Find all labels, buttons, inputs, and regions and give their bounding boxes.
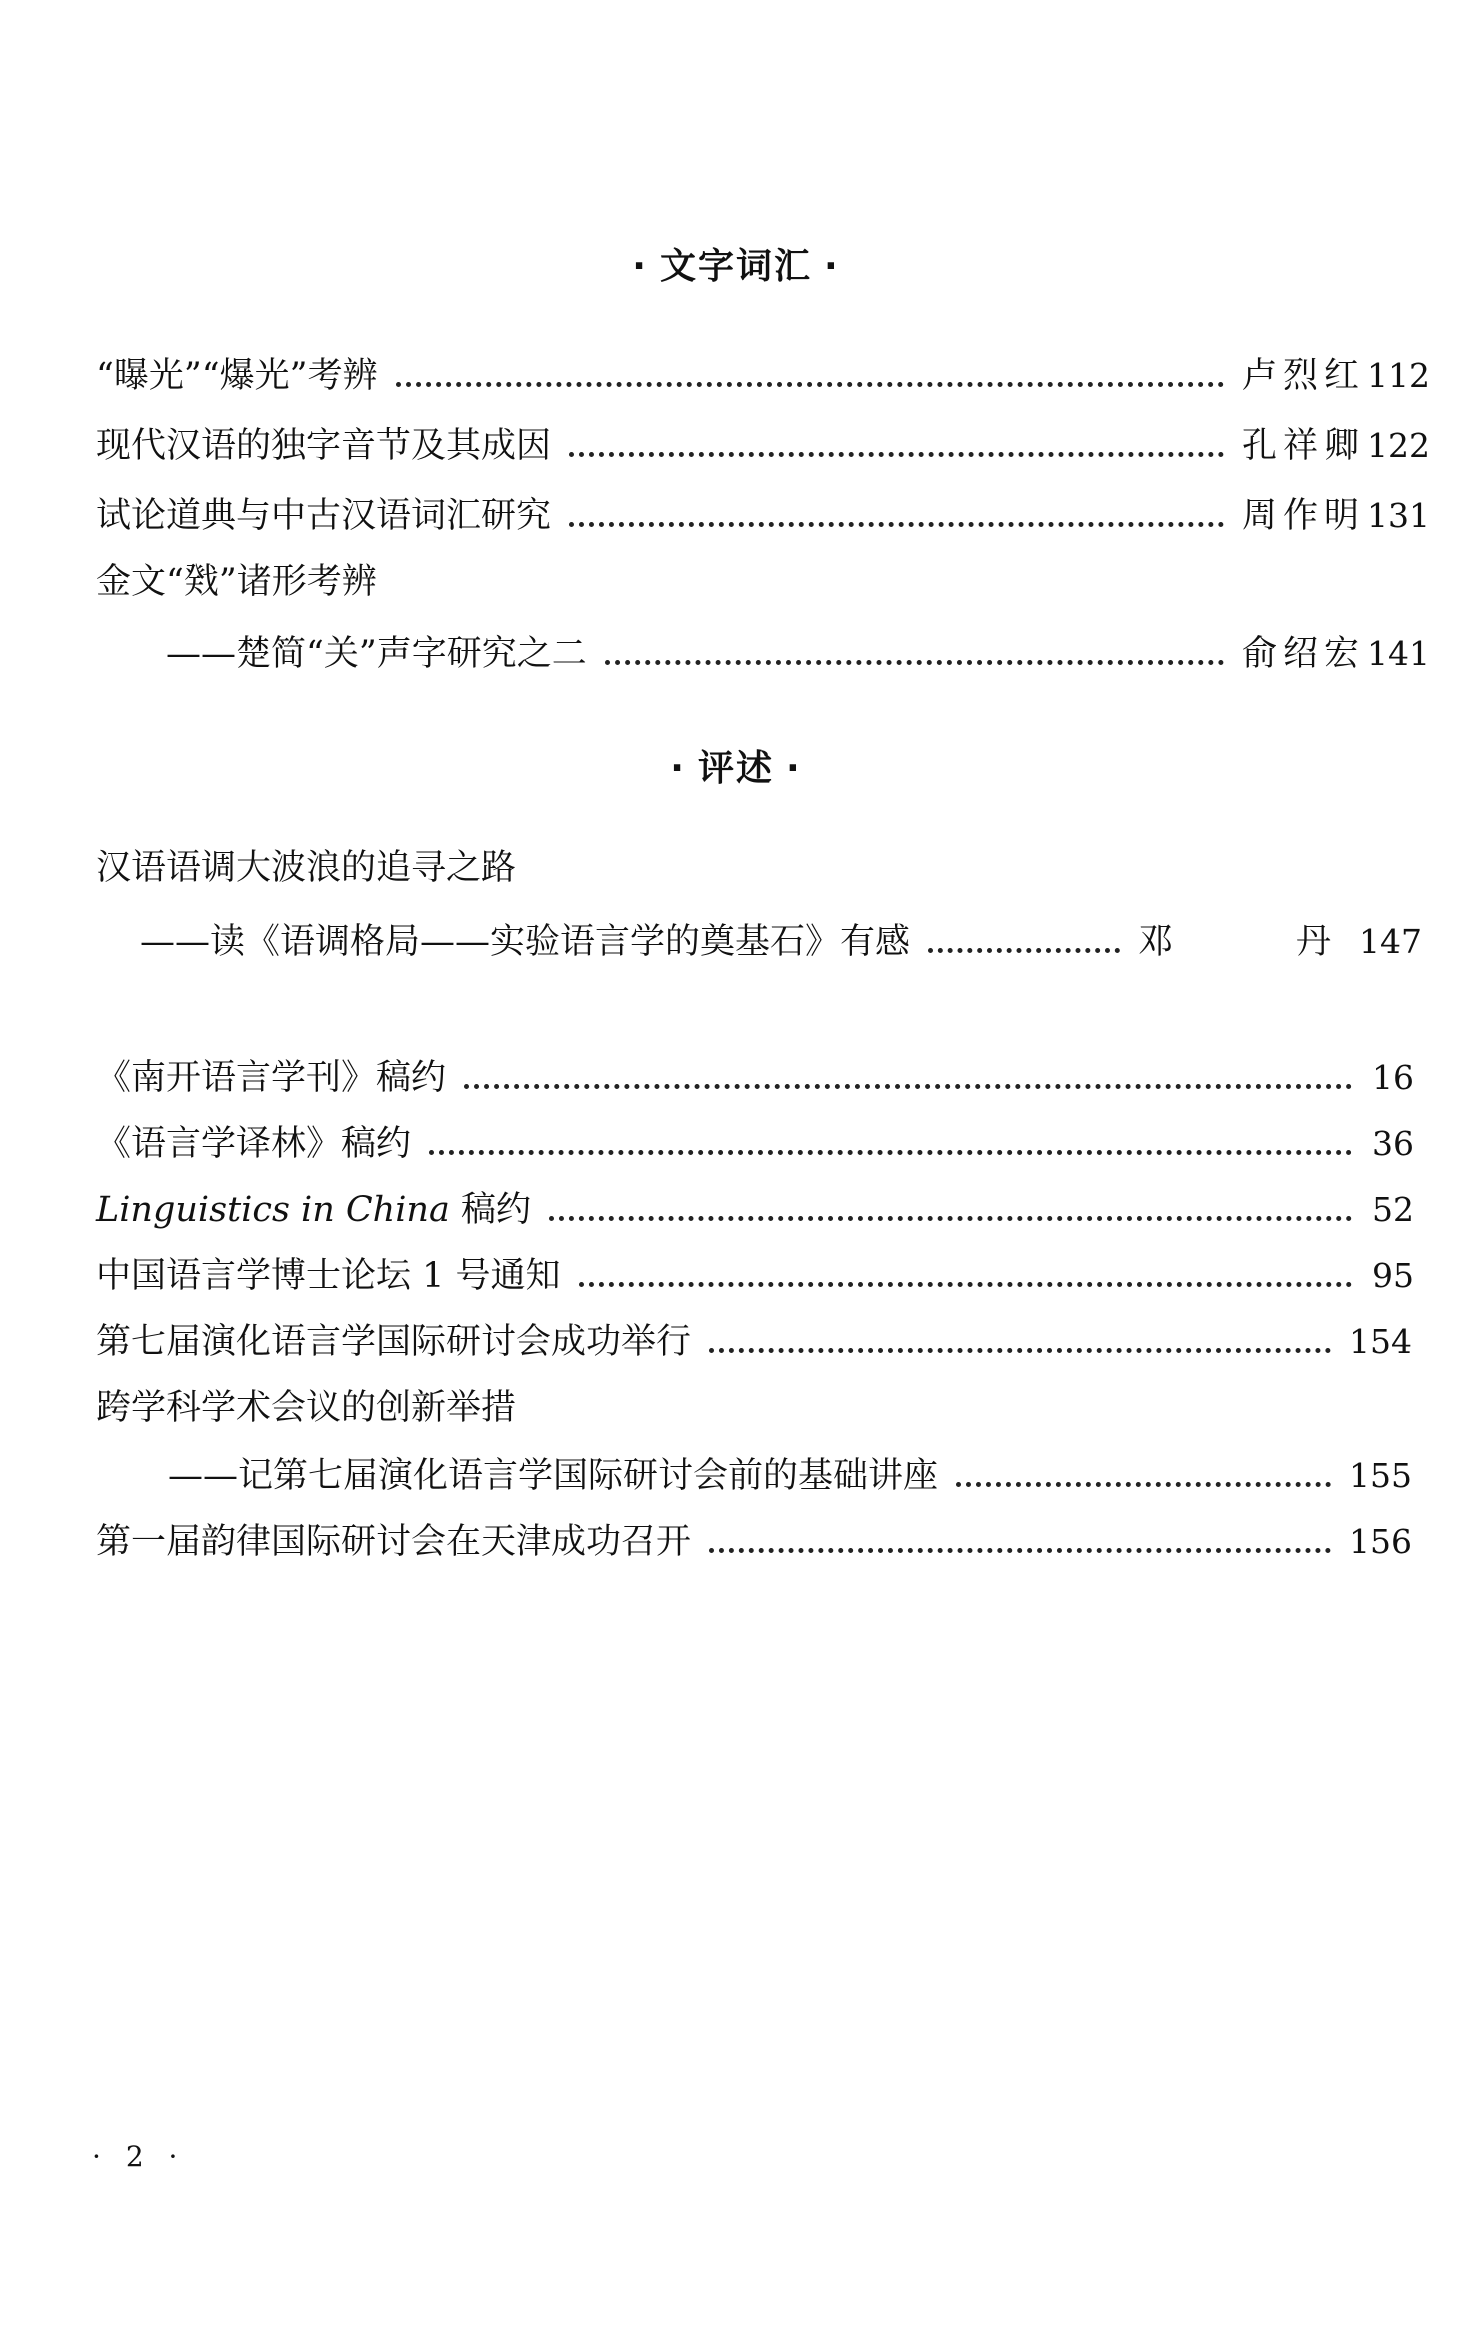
notice-page: 52	[1372, 1190, 1414, 1229]
section-title-pingshu	[0, 740, 1472, 791]
notice-title[interactable]: 跨学科学术会议的创新举措	[96, 1388, 517, 1428]
notice-entry[interactable]	[96, 1320, 1412, 1364]
entry-author: 邓 丹	[1137, 922, 1375, 962]
dot-leader	[464, 1084, 1352, 1089]
dot-leader	[569, 452, 1224, 457]
entry-author: 周作明	[1241, 496, 1365, 536]
dot-leader	[605, 660, 1224, 665]
notice-title	[96, 1188, 531, 1232]
notice-page: 36	[1372, 1124, 1414, 1163]
dot-leader	[579, 1282, 1352, 1287]
entry-author: 卢烈红	[1241, 356, 1365, 396]
notice-page: 154	[1349, 1322, 1412, 1361]
notice-entry[interactable]	[96, 1056, 1414, 1100]
entry-subtitle: ——楚简“关”声字研究之二	[166, 634, 587, 674]
entry-title: 现代汉语的独字音节及其成因	[96, 426, 552, 466]
entry-page: 131	[1367, 496, 1430, 535]
notice-page: 155	[1349, 1456, 1412, 1495]
entry-page: 141	[1367, 634, 1430, 673]
bullet-dot: ·	[670, 748, 686, 789]
entry-page: 112	[1367, 356, 1430, 395]
entry-title[interactable]: 汉语语调大波浪的追寻之路	[96, 848, 517, 888]
dot-leader	[709, 1348, 1331, 1353]
bullet-dot: ·	[632, 246, 648, 287]
dot-leader	[429, 1150, 1352, 1155]
notice-page: 16	[1372, 1058, 1414, 1097]
dot-leader	[956, 1482, 1331, 1487]
page-number: · 2 ·	[92, 2140, 186, 2173]
entry-title: “曝光”“爆光”考辨	[96, 356, 378, 396]
toc-entry[interactable]	[96, 494, 1430, 538]
dot-leader	[709, 1548, 1331, 1553]
dot-leader	[549, 1216, 1352, 1221]
section-title-text: 评述	[697, 748, 774, 789]
notice-title-italic: Linguistics in China	[96, 1190, 450, 1230]
notice-entry[interactable]	[96, 1520, 1412, 1564]
page-number-value: 2	[125, 2140, 152, 2173]
toc-entry[interactable]	[140, 920, 1422, 964]
notice-title: 《语言学译林》稿约	[96, 1124, 412, 1164]
entry-title: 试论道典与中古汉语词汇研究	[96, 496, 552, 536]
toc-entry[interactable]	[166, 632, 1430, 676]
notice-title: 中国语言学博士论坛 1 号通知	[96, 1256, 561, 1296]
notice-title-rest: 稿约	[449, 1190, 531, 1230]
toc-entry[interactable]	[96, 424, 1430, 468]
dot-leader	[928, 948, 1120, 953]
bullet-dot: ·	[786, 748, 802, 789]
notice-page: 95	[1372, 1256, 1414, 1295]
notice-entry[interactable]	[96, 1122, 1414, 1166]
section-title-wenzi	[0, 238, 1472, 289]
notice-entry[interactable]	[168, 1454, 1412, 1498]
toc-entry[interactable]	[96, 354, 1430, 398]
notice-title: 《南开语言学刊》稿约	[96, 1058, 447, 1098]
dot-leader	[396, 382, 1224, 387]
notice-entry[interactable]	[96, 1254, 1414, 1298]
dot-leader	[569, 522, 1224, 527]
entry-author: 俞绍宏	[1241, 634, 1365, 674]
entry-title[interactable]: 金文“戣”诸形考辨	[96, 562, 377, 602]
notice-page: 156	[1349, 1522, 1412, 1561]
notice-title: 第一届韵律国际研讨会在天津成功召开	[96, 1522, 692, 1562]
notice-entry[interactable]	[96, 1188, 1414, 1232]
notice-title: 第七届演化语言学国际研讨会成功举行	[96, 1322, 692, 1362]
entry-author: 孔祥卿	[1241, 426, 1365, 466]
bullet-dot: ·	[824, 246, 840, 287]
entry-page: 147	[1359, 922, 1422, 961]
entry-page: 122	[1367, 426, 1430, 465]
notice-subtitle: ——记第七届演化语言学国际研讨会前的基础讲座	[168, 1456, 939, 1496]
entry-subtitle: ——读《语调格局——实验语言学的奠基石》有感	[140, 922, 911, 962]
section-title-text: 文字词汇	[659, 246, 812, 287]
